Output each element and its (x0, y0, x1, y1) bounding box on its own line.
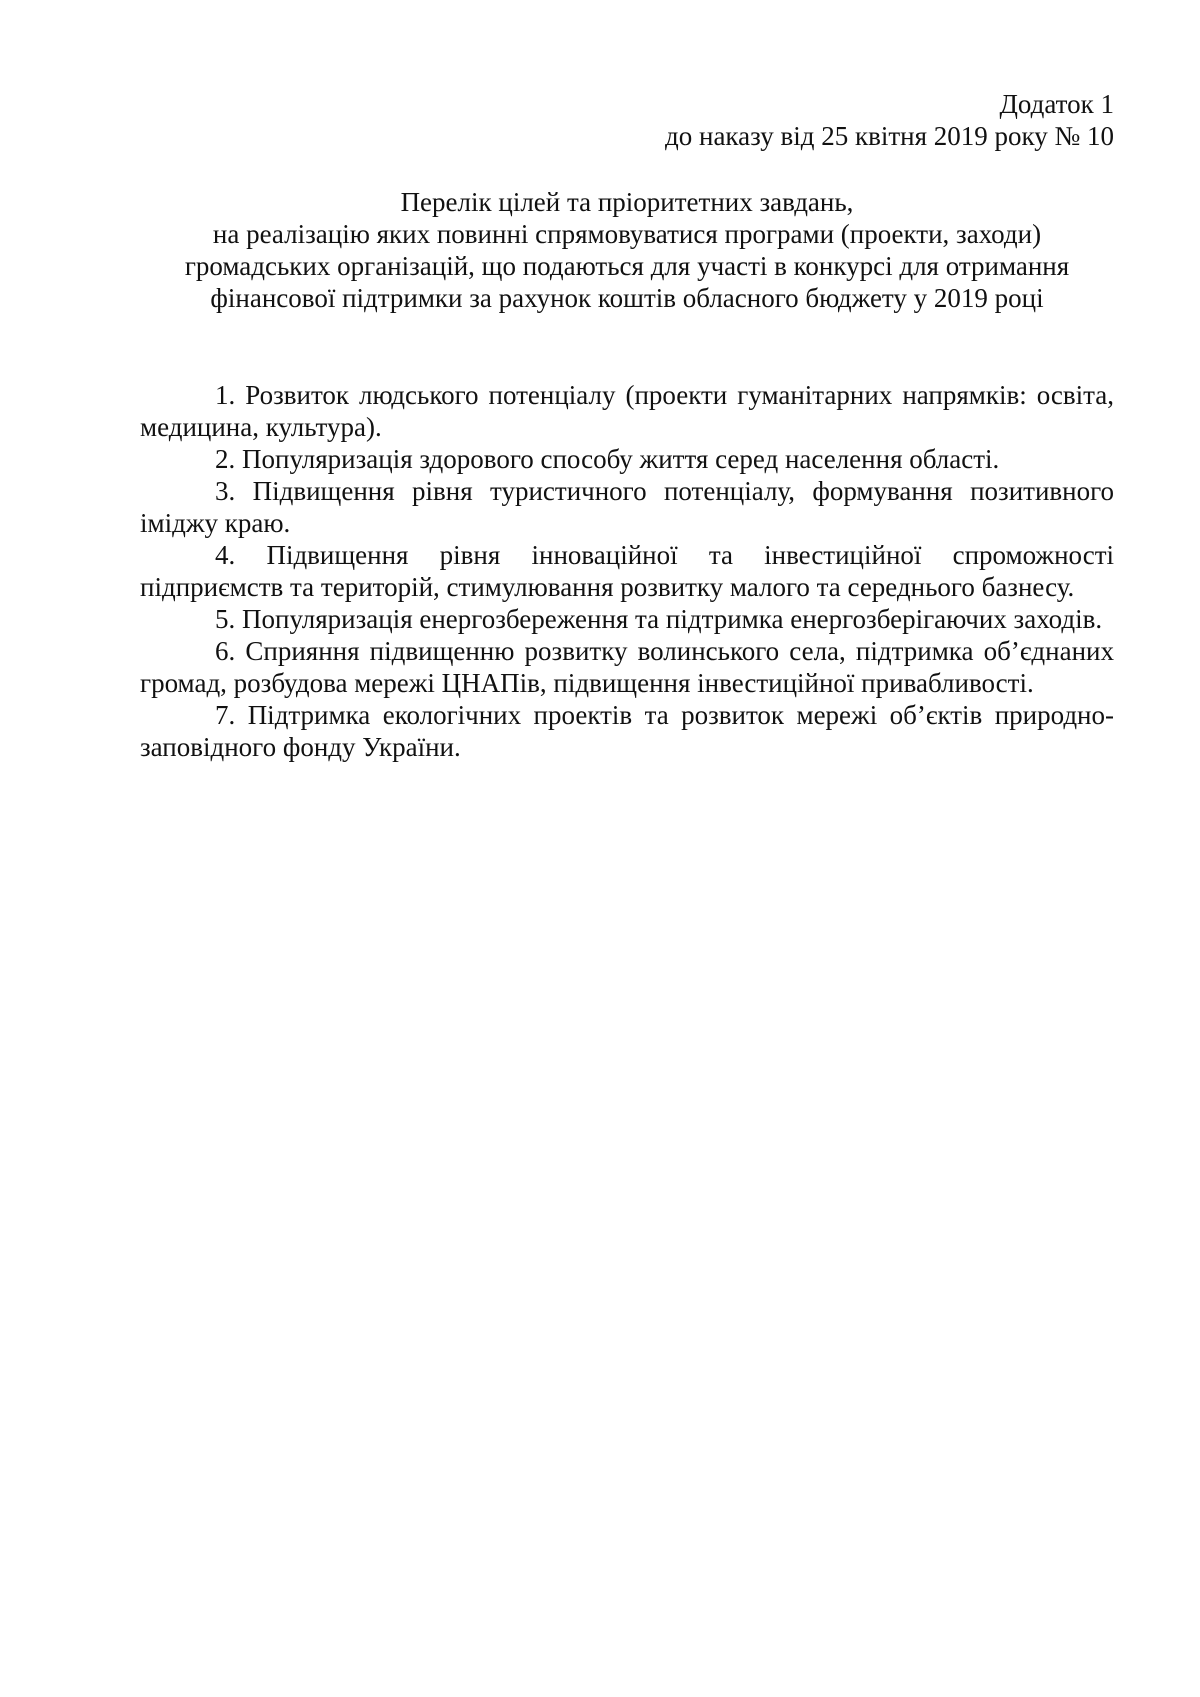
list-item-1: 1. Розвиток людського потенціалу (проекти гуманітарних напрямків: освіта, медицина, культура). (140, 380, 1114, 442)
list-item-4: 4. Підвищення рівня інноваційної та інвестиційної спроможності підприємств та територій, стимулювання розвитку малого та середнього базнесу. (140, 540, 1114, 602)
list-item-7: 7. Підтримка екологічних проектів та розвиток мережі об’єктів природно-заповідного фонду України. (140, 700, 1114, 762)
addendum-title: Додаток 1 (999, 89, 1114, 119)
addendum-order-reference: до наказу від 25 квітня 2019 року № 10 (665, 121, 1114, 151)
list-item-6: 6. Сприяння підвищенню розвитку волинського села, підтримка об’єднаних громад, розбудова мережі ЦНАПів, підвищення інвестиційної привабливості. (140, 636, 1114, 698)
list-item-2: 2. Популяризація здорового способу життя серед населення області. (215, 444, 1000, 474)
heading-line-2: на реалізацію яких повинні спрямовуватися програми (проекти, заходи) (212, 219, 1042, 249)
priority-list (140, 379, 1114, 763)
document-heading (140, 186, 1114, 314)
list-item-3: 3. Підвищення рівня туристичного потенціалу, формування позитивного іміджу краю. (140, 476, 1114, 538)
list-item-5: 5. Популяризація енергозбереження та підтримка енергозберігаючих заходів. (215, 604, 1103, 634)
heading-line-1: Перелік цілей та пріоритетних завдань, (400, 187, 854, 217)
addendum-header (665, 88, 1114, 152)
heading-line-4: фінансової підтримки за рахунок коштів обласного бюджету у 2019 році (210, 283, 1044, 313)
heading-line-3: громадських організацій, що подаються для участі в конкурсі для отримання (184, 251, 1070, 281)
